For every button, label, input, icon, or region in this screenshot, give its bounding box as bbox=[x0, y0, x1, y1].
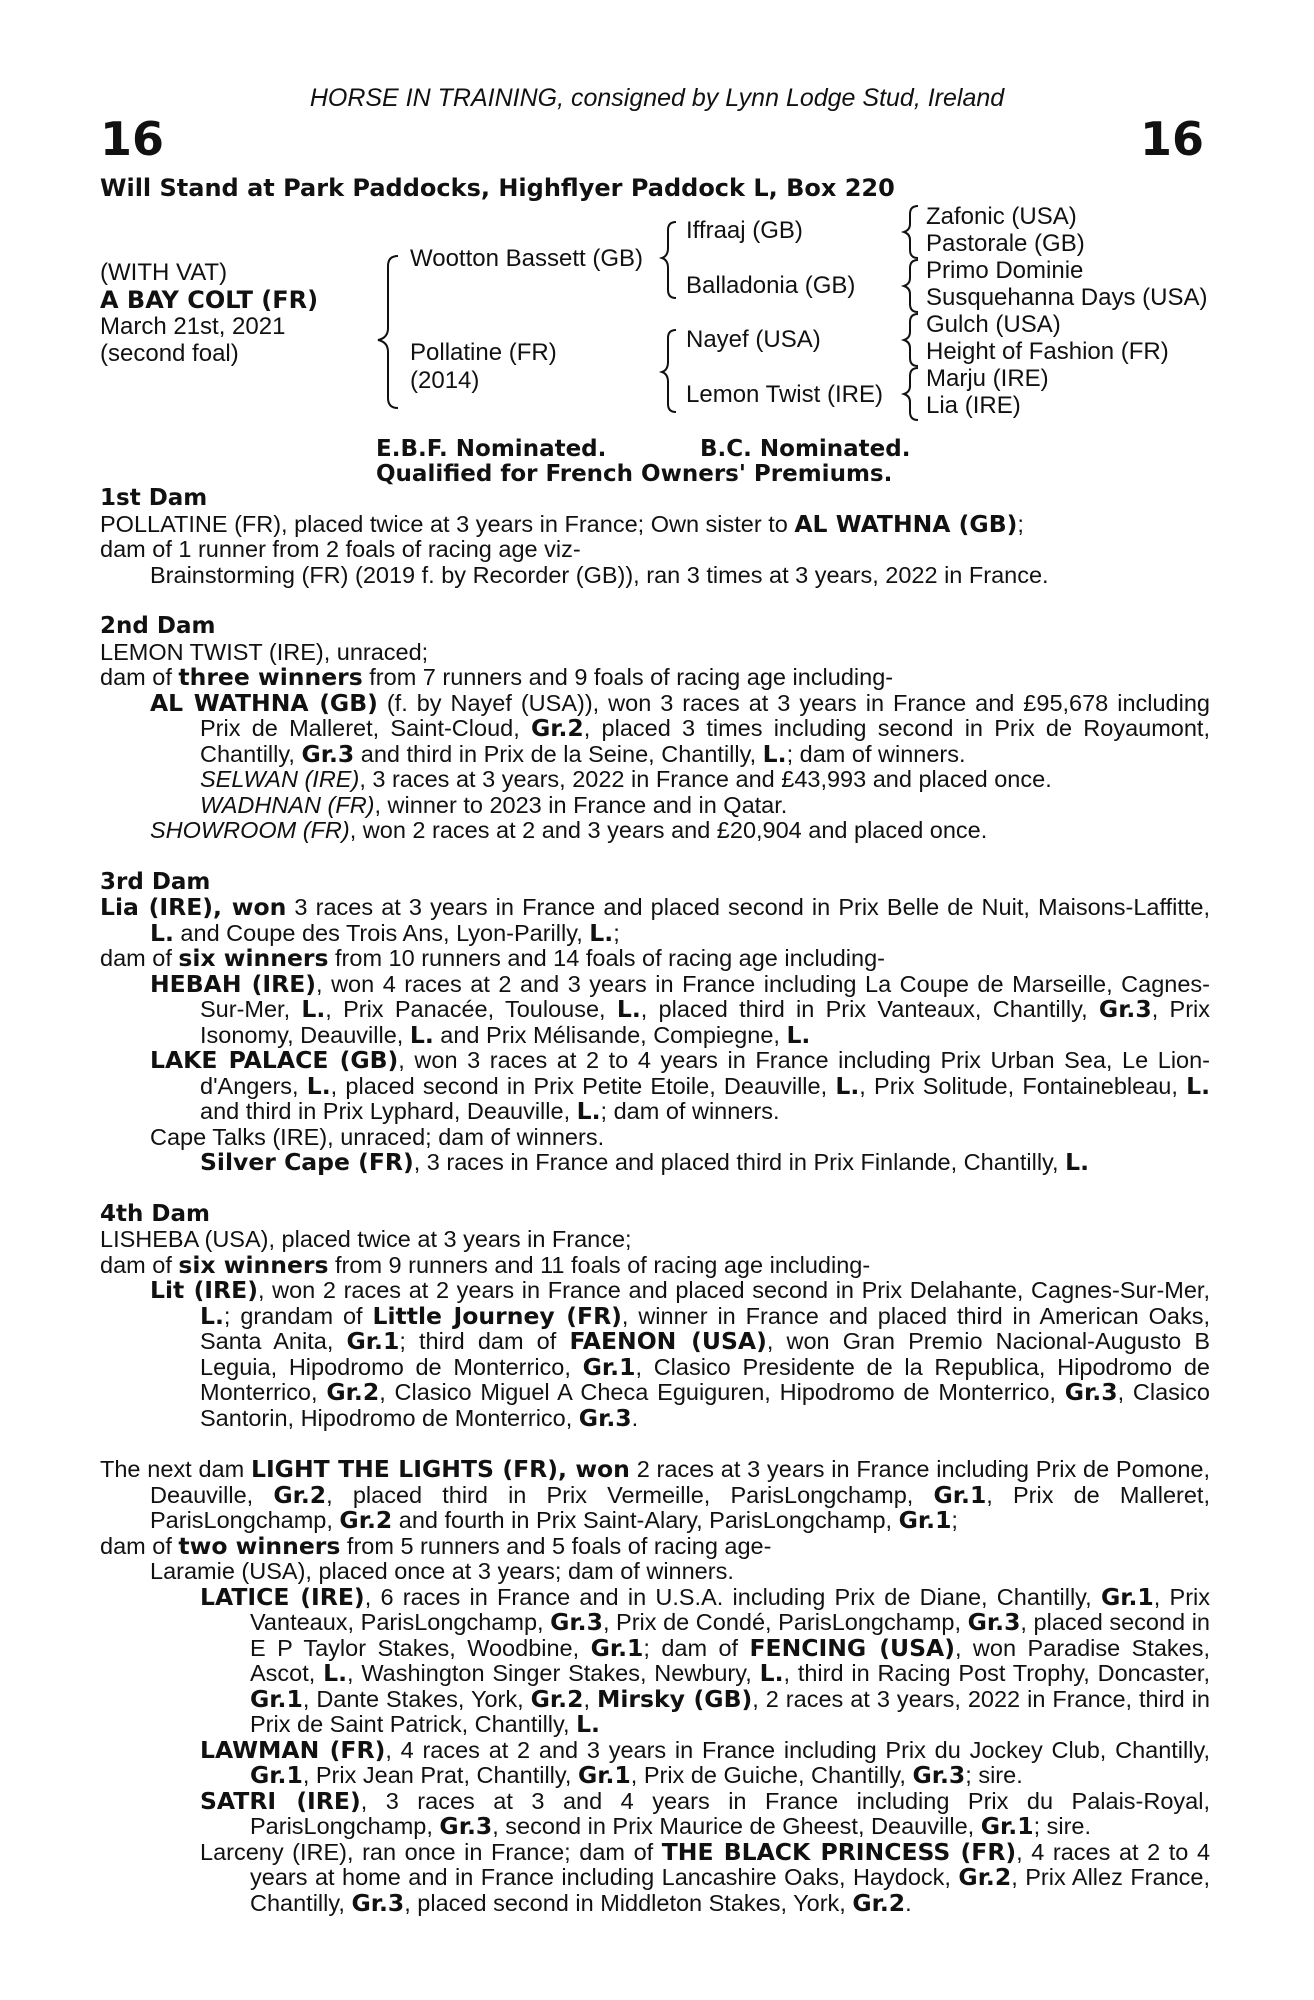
cape-talks-entry: Cape Talks (IRE), unraced; dam of winners. bbox=[150, 1123, 605, 1150]
pedigree-sire: Wootton Bassett (GB) bbox=[410, 245, 643, 272]
showroom-entry: SHOWROOM (FR), won 2 races at 2 and 3 years and £20,904 and placed once. bbox=[150, 817, 988, 843]
larceny-entry: Larceny (IRE), ran once in France; dam of THE BLACK PRINCESS (FR), 4 races at 2 to 4 years at home and in France including Lancashire Oaks, Haydock, Gr.2, Prix Allez France, Chantilly, Gr.3, placed second in Middleton Stakes, York, Gr.2. bbox=[200, 1837, 1211, 1917]
pedigree-ddd: Lia (IRE) bbox=[926, 392, 1021, 419]
fourth-dam-line: LISHEBA (USA), placed twice at 3 years in France; bbox=[100, 1226, 632, 1252]
latice-entry: LATICE (IRE), 6 races in France and in U.S.A. including Prix de Diane, Chantilly, Gr.1, Prix Vanteaux, ParisLongchamp, Gr.3, Prix de Condé, ParisLongchamp, Gr.3, placed second in E P Taylor Stakes, Woodbine, Gr.1; dam of FENCING (USA), won Paradise Stakes, Ascot, L., Washington Singer Stakes, Newbury, L., third in Racing Post Trophy, Doncaster, Gr.1, Dante Stakes, York, Gr.2, Mirsky (GB), 2 races at 3 years, 2022 in France, third in Prix de Saint Patrick, Chantilly, L. bbox=[200, 1582, 1211, 1738]
pedigree-ssd: Pastorale (GB) bbox=[926, 230, 1085, 257]
al-wathna-entry: AL WATHNA (GB) (f. by Nayef (USA)), won 3 races at 3 years in France and £95,678 including Prix de Malleret, Saint-Cloud, Gr.2, placed 3 times including second in Prix de Royaumont, Chantilly, Gr.3 and third in Prix de la Seine, Chantilly, L.; dam of winners. bbox=[150, 688, 1210, 768]
lit-entry: Lit (IRE), won 2 races at 2 years in France and placed second in Prix Delahante, Cagnes-Sur-Mer, L.; grandam of Little Journey (FR), winner in France and placed third in American Oaks, Santa Anita, Gr.1; third dam of FAENON (USA), won Gran Premio Nacional-Augusto B Leguia, Hipodromo de Monterrico, Gr.1, Clasico Presidente de la Republica, Hipodromo de Monterrico, Gr.2, Clasico Miguel A Checa Eguiguren, Hipodromo de Monterrico, Gr.3, Clasico Santorin, Hipodromo de Monterrico, Gr.3. bbox=[150, 1276, 1210, 1432]
pedigree-dss: Gulch (USA) bbox=[926, 311, 1061, 338]
pedigree-dam-sire: Nayef (USA) bbox=[686, 326, 821, 353]
pedigree-brackets bbox=[0, 0, 1314, 440]
lia-entry: Lia (IRE), won 3 races at 3 years in France and placed second in Prix Belle de Nuit, Maisons-Laffitte, L. and Coupe des Trois Ans, Lyon-Parilly, L.; bbox=[100, 893, 1210, 947]
fourth-dam-heading: 4th Dam bbox=[100, 1200, 210, 1227]
lot-number-right: 16 bbox=[1139, 112, 1204, 166]
pedigree-dsd: Height of Fashion (FR) bbox=[926, 338, 1169, 365]
pedigree-sss: Zafonic (USA) bbox=[926, 203, 1077, 230]
pedigree-sire-dam: Balladonia (GB) bbox=[686, 272, 856, 299]
fourth-dam-produce: dam of six winners from 9 runners and 11 foals of racing age including- bbox=[100, 1250, 871, 1279]
pedigree-dds: Marju (IRE) bbox=[926, 365, 1049, 392]
dam-history bbox=[100, 486, 1210, 1916]
satri-entry: SATRI (IRE), 3 races at 3 and 4 years in France including Prix du Palais-Royal, ParisLongchamp, Gr.3, second in Prix Maurice de Gheest, Deauville, Gr.1; sire. bbox=[200, 1786, 1210, 1840]
pedigree-sds: Primo Dominie bbox=[926, 257, 1084, 284]
french-premiums: Qualified for French Owners' Premiums. bbox=[376, 461, 893, 487]
first-dam-produce: dam of 1 runner from 2 foals of racing age viz- bbox=[100, 536, 581, 562]
lot-number-left: 16 bbox=[100, 112, 165, 166]
vat-note: (WITH VAT) bbox=[100, 259, 228, 286]
wadhnan-entry: WADHNAN (FR), winner to 2023 in France and in Qatar. bbox=[200, 791, 788, 818]
next-dam-produce: dam of two winners from 5 runners and 5 foals of racing age- bbox=[100, 1531, 772, 1560]
third-dam-produce: dam of six winners from 10 runners and 14 foals of racing age including- bbox=[100, 944, 885, 972]
first-dam-line: POLLATINE (FR), placed twice at 3 years in France; Own sister to AL WATHNA (GB); bbox=[100, 509, 1024, 538]
second-dam-heading: 2nd Dam bbox=[100, 613, 216, 639]
silver-cape-entry: Silver Cape (FR), 3 races in France and placed third in Prix Finlande, Chantilly, L. bbox=[200, 1148, 1090, 1176]
horse-foal-note: (second foal) bbox=[100, 340, 239, 367]
selwan-entry: SELWAN (IRE), 3 races at 3 years, 2022 in France and £43,993 and placed once. bbox=[200, 766, 1052, 792]
pedigree-sdd: Susquehanna Days (USA) bbox=[926, 284, 1208, 311]
hebah-entry: HEBAH (IRE), won 4 races at 2 and 3 years in France including La Coupe de Marseille, Cagnes-Sur-Mer, L., Prix Panacée, Toulouse, L., placed third in Prix Vanteaux, Chantilly, Gr.3, Prix Isonomy, Deauville, L. and Prix Mélisande, Compiegne, L. bbox=[150, 969, 1210, 1049]
laramie-entry: Laramie (USA), placed once at 3 years; dam of winners. bbox=[150, 1558, 734, 1584]
lake-palace-entry: LAKE PALACE (GB), won 3 races at 2 to 4 years in France including Prix Urban Sea, Le Lion-d'Angers, L., placed second in Prix Petite Etoile, Deauville, L., Prix Solitude, Fontainebleau, L. and third in Prix Lyphard, Deauville, L.; dam of winners. bbox=[150, 1046, 1211, 1125]
first-dam-foal: Brainstorming (FR) (2019 f. by Recorder (GB)), ran 3 times at 3 years, 2022 in France. bbox=[150, 561, 1049, 588]
pedigree-dam-year: (2014) bbox=[410, 367, 480, 394]
second-dam-line: LEMON TWIST (IRE), unraced; bbox=[100, 638, 429, 665]
lawman-entry: LAWMAN (FR), 4 races at 2 and 3 years in France including Prix du Jockey Club, Chantilly, Gr.1, Prix Jean Prat, Chantilly, Gr.1, Prix de Guiche, Chantilly, Gr.3; sire. bbox=[200, 1735, 1211, 1789]
horse-ref: AL WATHNA (GB) bbox=[794, 509, 1018, 538]
horse-dob: March 21st, 2021 bbox=[100, 313, 286, 340]
first-dam-heading: 1st Dam bbox=[100, 485, 208, 511]
pedigree-dam: Pollatine (FR) bbox=[410, 339, 557, 366]
ebf-nomination: E.B.F. Nominated. bbox=[376, 436, 607, 462]
pedigree-sire-sire: Iffraaj (GB) bbox=[686, 217, 803, 244]
bc-nomination: B.C. Nominated. bbox=[700, 436, 911, 462]
next-dam-entry: The next dam LIGHT THE LIGHTS (FR), won 2 races at 3 years in France including Prix de Pomone, Deauville, Gr.2, placed third in Prix Vermeille, ParisLongchamp, Gr.1, Prix de Malleret, ParisLongchamp, Gr.2 and fourth in Prix Saint-Alary, ParisLongchamp, Gr.1; bbox=[100, 1455, 1210, 1534]
stand-location: Will Stand at Park Paddocks, Highflyer Paddock L, Box 220 bbox=[100, 174, 895, 202]
third-dam-heading: 3rd Dam bbox=[100, 868, 211, 895]
second-dam-produce: dam of three winners from 7 runners and 9 foals of racing age including- bbox=[100, 663, 894, 691]
pedigree-dam-dam: Lemon Twist (IRE) bbox=[686, 381, 883, 408]
horse-name: A BAY COLT (FR) bbox=[100, 286, 319, 314]
consignor-header: HORSE IN TRAINING, consigned by Lynn Lodge Stud, Ireland bbox=[309, 84, 1005, 112]
